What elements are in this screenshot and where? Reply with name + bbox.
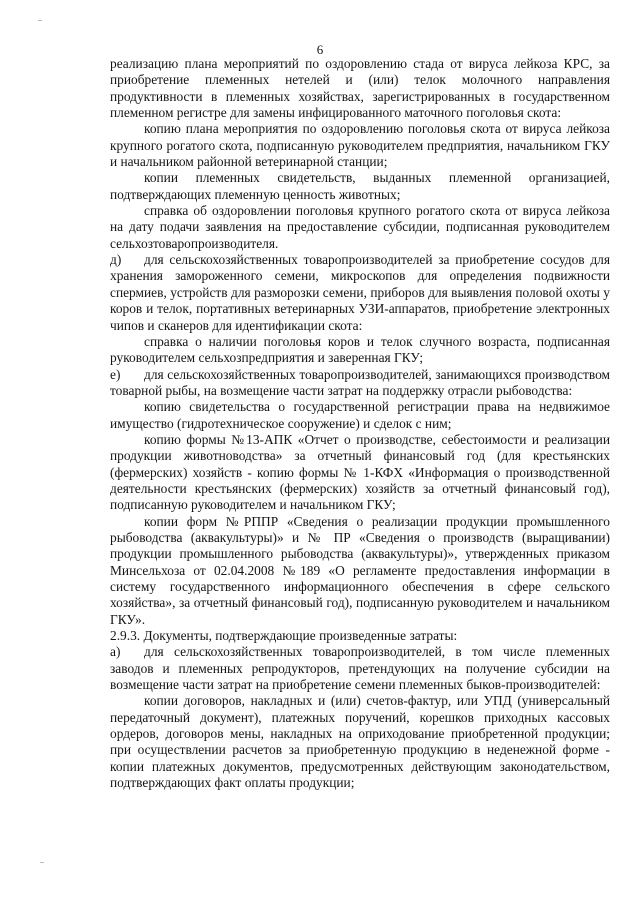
- list-item: [110, 252, 610, 334]
- list-item-text: для сельскохозяйственных товаропроизводителей, занимающихся производством товарной рыбы, на возмещение части затрат на поддержку отрасли рыбоводства:: [110, 366, 610, 398]
- list-item-label: е): [110, 366, 121, 382]
- scan-speck: [40, 862, 44, 863]
- paragraph: копию свидетельства о государственной регистрации права на недвижимое имущество (гидротехническое сооружение) и сделок с ним;: [110, 399, 610, 431]
- paragraph: копии договоров, накладных и (или) счетов-фактур, или УПД (универсальный передаточный документ), платежных поручений, корешков приходных кассовых ордеров, договоров мены, накладных на оприходование приобретенной продукции; при осуществлении расчетов за приобретенную продукцию в неденежной форме - копии платежных документов, предусмотренных действующим законодательством, подтверждающих факт оплаты продукции;: [110, 693, 610, 791]
- list-item-text: для сельскохозяйственных товаропроизводителей, в том числе племенных заводов и племенных репродукторов, претендующих на получение субсидии на возмещение части затрат на приобретение семени племенных быков-производителей:: [110, 644, 610, 693]
- paragraph: копии форм №РППР «Сведения о реализации продукции промышленного рыбоводства (аквакультуры)» и № ПР «Сведения о производств (выращивании) продукции промышленного рыбоводства (аквакультуры)», утвержденных приказом Минсельхоза от 02.04.2008 №189 «О регламенте предоставления информации в систему государственного информационного обеспечения в сфере сельского хозяйства», за отчетный финансовый год), подписанную руководителем и начальником ГКУ».: [110, 513, 610, 627]
- document-body: [110, 56, 610, 791]
- list-item-label: д): [110, 252, 122, 268]
- paragraph: копию формы №13-АПК «Отчет о производстве, себестоимости и реализации продукции животноводства» за отчетный финансовый год (для крестьянских (фермерских) хозяйств - копию формы № 1-КФХ «Информация о производственной деятельности крестьянских (фермерских) хозяйств за отчетный финансовый год), подписанную руководителем и начальником ГКУ;: [110, 431, 610, 513]
- paragraph: справка об оздоровлении поголовья крупного рогатого скота от вируса лейкоза на дату подачи заявления на предоставление субсидии, подписанная руководителем сельхозтоваропроизводителя.: [110, 203, 610, 251]
- list-item-text: для сельскохозяйственных товаропроизводителей за приобретение сосудов для хранения замороженного семени, микроскопов для определения подвижности спермиев, устройств для разморозки семени, приборов для выявления половой охоты у коров и телок, портативных ветеринарных УЗИ-аппаратов, приобретение электронных чипов и сканеров для идентификации скота:: [110, 252, 610, 333]
- paragraph: копию плана мероприятия по оздоровлению поголовья скота от вируса лейкоза крупного рогатого скота, подписанную руководителем предприятия, начальником ГКУ и начальником районной ветеринарной станции;: [110, 121, 610, 170]
- list-item-label: а): [110, 644, 121, 660]
- paragraph: реализацию плана мероприятий по оздоровлению стада от вируса лейкоза КРС, за приобретение племенных нетелей и (или) телок молочного направления продуктивности в племенных хозяйствах, зарегистрированных в государственном племенном регистре для замены инфицированного маточного поголовья скота:: [110, 56, 610, 121]
- list-item: [110, 367, 610, 400]
- page-number: 6: [316, 42, 324, 57]
- section-heading: 2.9.3. Документы, подтверждающие произведенные затраты:: [110, 628, 458, 644]
- paragraph: копии племенных свидетельств, выданных племенной организацией, подтверждающих племенную ценность животных;: [110, 170, 610, 202]
- paragraph: справка о наличии поголовья коров и телок случного возраста, подписанная руководителем сельхозпредприятия и заверенная ГКУ;: [110, 333, 610, 366]
- scan-speck: [38, 20, 42, 21]
- list-item: [110, 644, 610, 693]
